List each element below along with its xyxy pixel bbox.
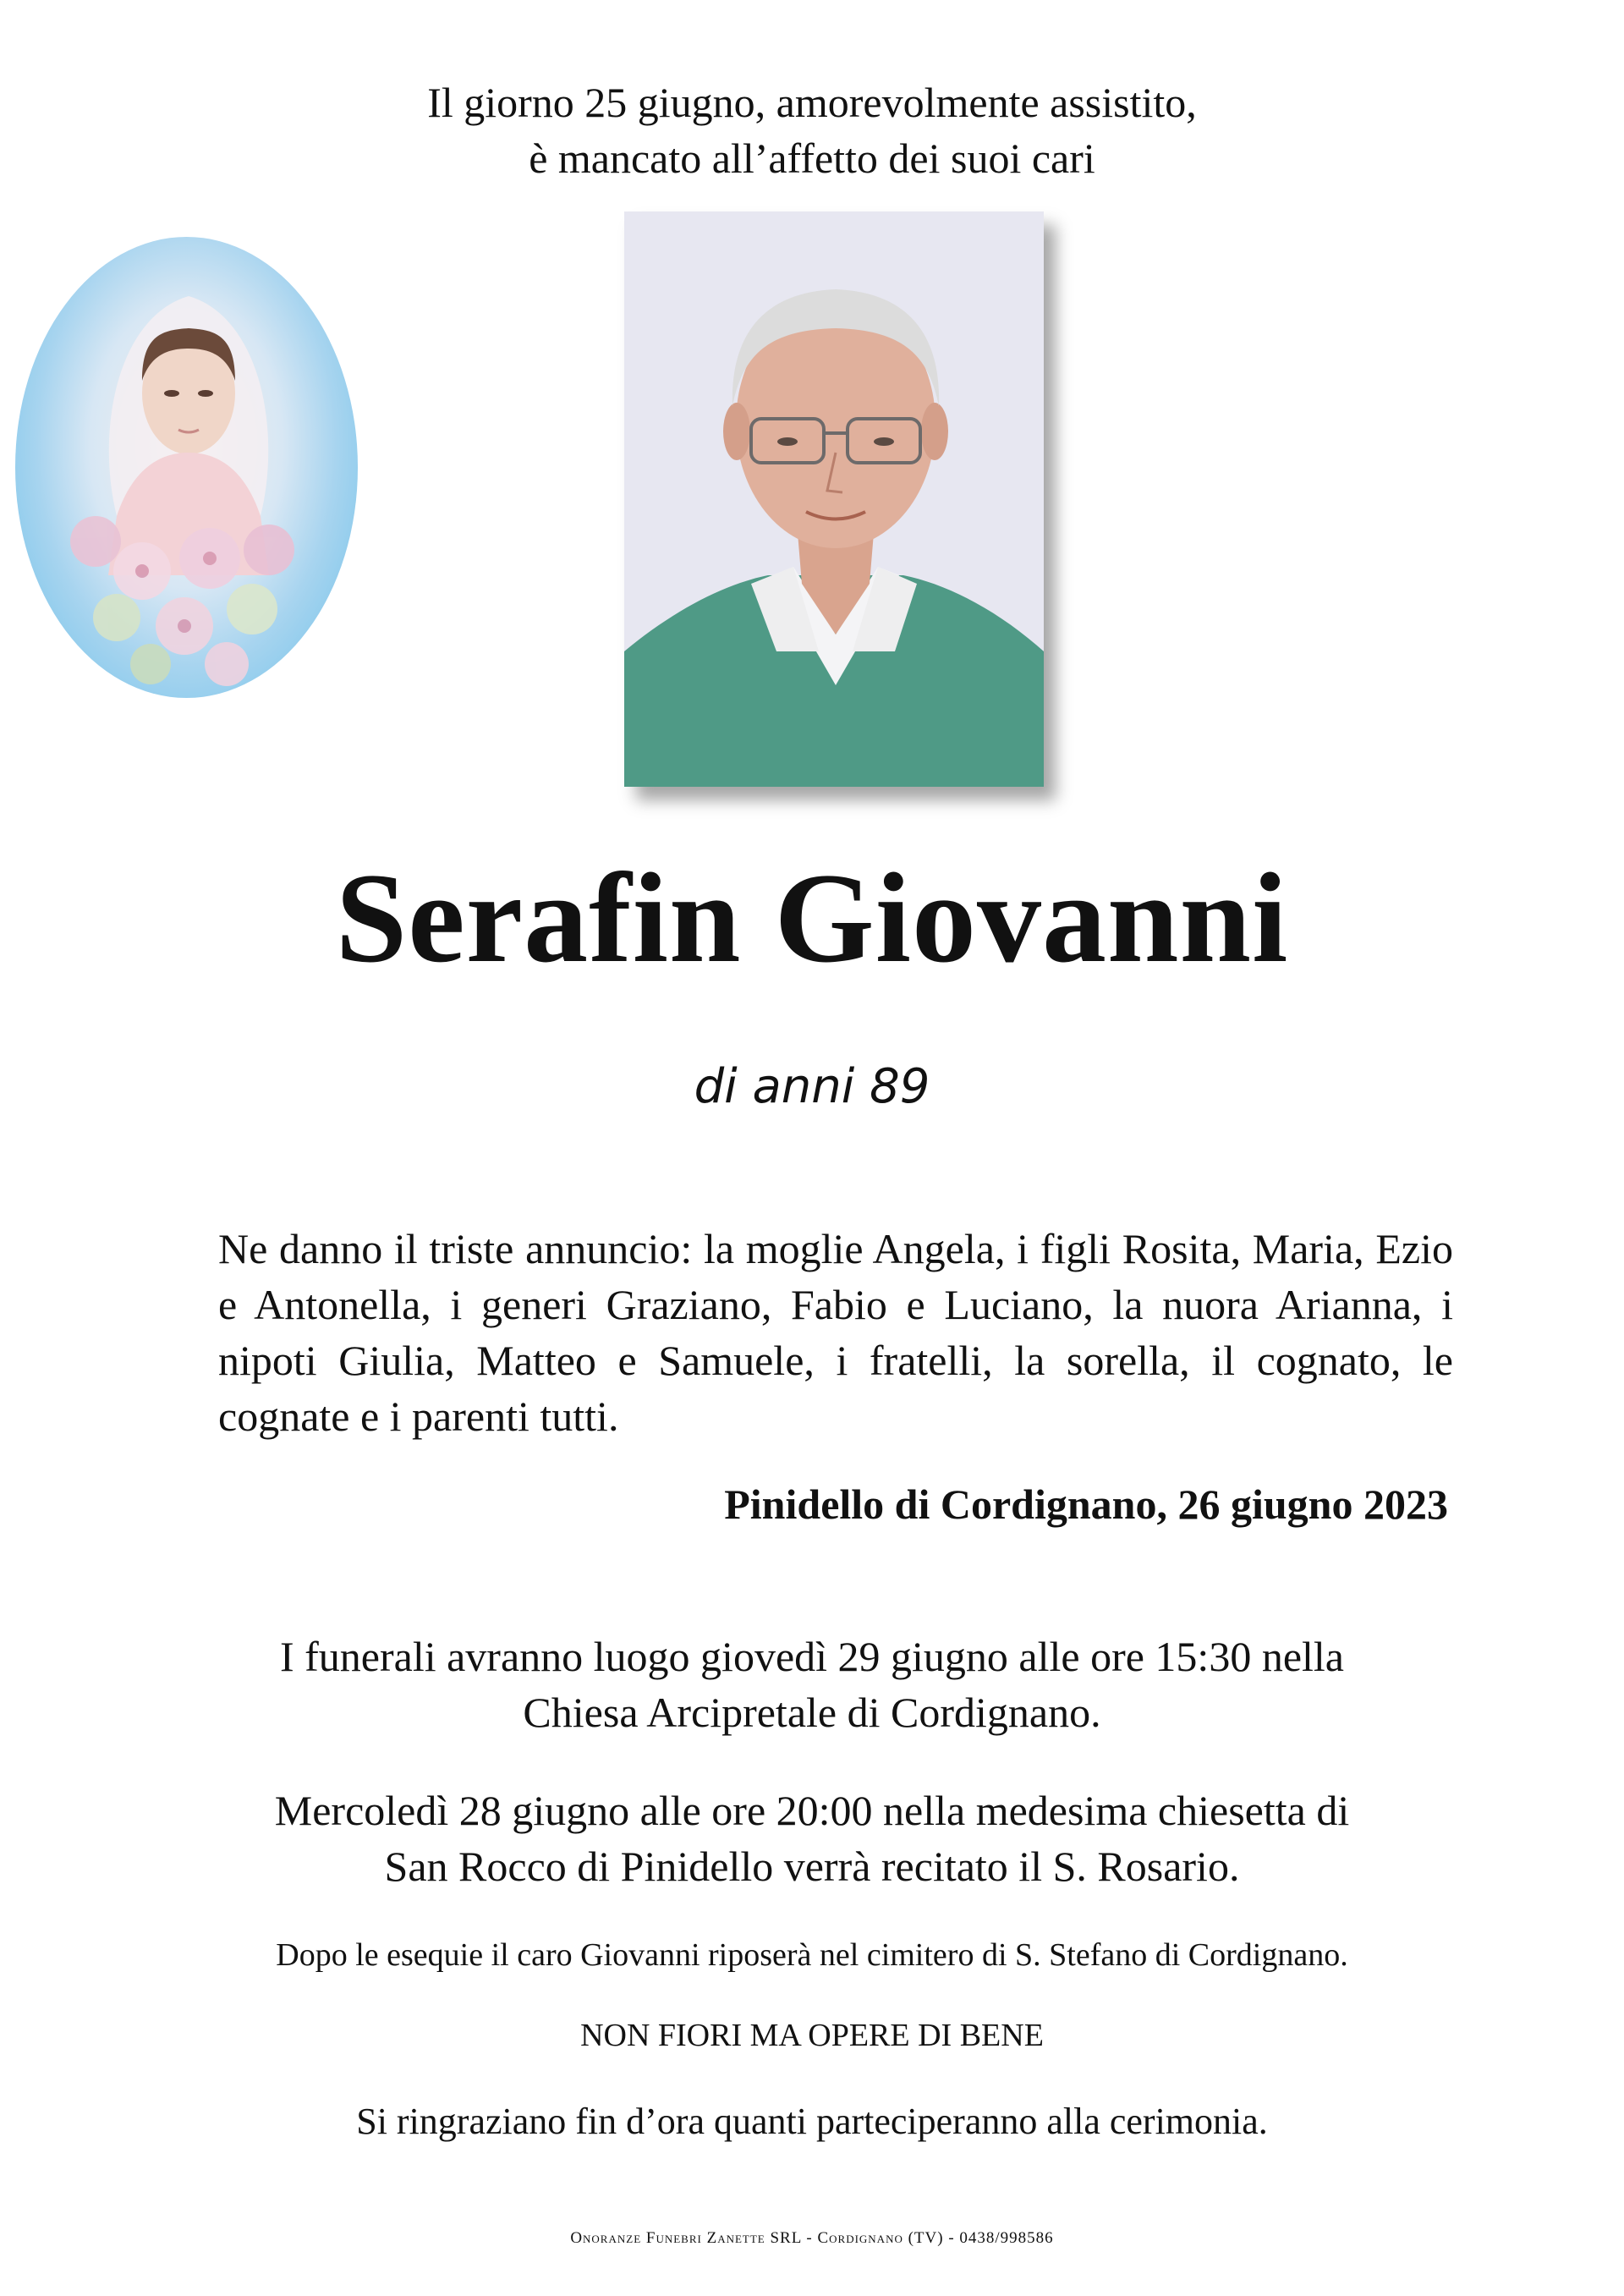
rosary-line-1: Mercoledì 28 giugno alle ore 20:00 nella medesima chiesetta di xyxy=(274,1787,1350,1834)
rosary-info xyxy=(0,1782,1624,1894)
age-text: di anni 89 xyxy=(694,1059,930,1114)
thanks-text: Si ringraziano fin d’ora quanti parteciperanno alla cerimonia. xyxy=(356,2101,1268,2142)
portrait-photo xyxy=(624,211,1044,787)
burial-info: Dopo le esequie il caro Giovanni riposerà nel cimitero di S. Stefano di Cordignano. xyxy=(276,1937,1348,1973)
rosary-line-2: San Rocco di Pinidello verrà recitato il S. Rosario. xyxy=(384,1843,1240,1890)
funeral-line-2: Chiesa Arcipretale di Cordignano. xyxy=(523,1689,1101,1736)
flowers-note: NON FIORI MA OPERE DI BENE xyxy=(580,2018,1044,2053)
funeral-line-1: I funerali avranno luogo giovedì 29 giugno alle ore 15:30 nella xyxy=(280,1633,1344,1680)
intro-line-2: è mancato all’affetto dei suoi cari xyxy=(529,135,1095,182)
intro-text xyxy=(0,74,1624,186)
intro-line-1: Il giorno 25 giugno, amorevolmente assistito, xyxy=(427,79,1197,126)
funeral-home-footer: Onoranze Funebri Zanette SRL - Cordignano (TV) - 0438/998586 xyxy=(570,2229,1054,2247)
announcement-text: Ne danno il triste annuncio: la moglie Angela, i figli Rosita, Maria, Ezio e Antonella, i generi Graziano, Fabio e Luciano, la nuora Arianna, i nipoti Giulia, Matteo e Samuele, i fratelli, la sorella, il cognato, le cognate e i parenti tutti. xyxy=(218,1225,1453,1440)
deceased-name: Serafin Giovanni xyxy=(335,847,1289,989)
madonna-image xyxy=(15,237,358,698)
funeral-info xyxy=(0,1629,1624,1740)
place-date: Pinidello di Cordignano, 26 giugno 2023 xyxy=(724,1480,1448,1528)
